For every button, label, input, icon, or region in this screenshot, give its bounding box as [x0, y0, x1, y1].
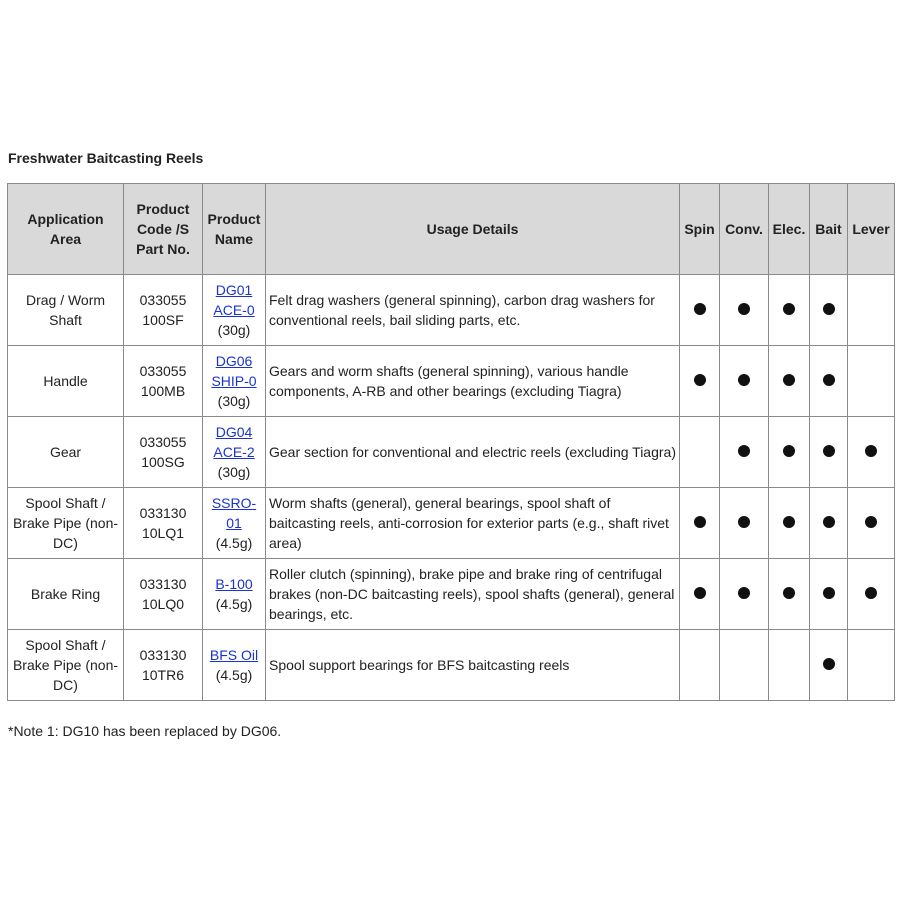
table-body [8, 275, 895, 701]
product-code-line1: 033130 [139, 647, 187, 663]
product-code-line1: 033055 [139, 363, 187, 379]
bait-compat-cell [810, 346, 848, 417]
product-code-cell [124, 488, 203, 559]
product-name-cell [203, 417, 266, 488]
elec-compat-cell [769, 559, 810, 630]
table-title: Freshwater Baitcasting Reels [8, 150, 204, 166]
filled-circle-icon [738, 516, 750, 528]
product-link-continued[interactable]: ACE-0 [213, 302, 255, 318]
product-weight: (4.5g) [215, 596, 253, 612]
filled-circle-icon [694, 303, 706, 315]
filled-circle-icon [738, 374, 750, 386]
conv-compat-cell [720, 559, 769, 630]
product-link-line2-wrap [206, 300, 262, 320]
table-row [8, 417, 895, 488]
product-code-line1: 033130 [139, 505, 187, 521]
conv-compat-cell [720, 488, 769, 559]
product-link-continued[interactable]: SHIP-0 [211, 373, 257, 389]
elec-compat-cell [769, 630, 810, 701]
product-code-line2: 10LQ1 [141, 525, 185, 541]
product-link-line1-wrap [206, 280, 262, 300]
product-code-line2: 100SF [142, 312, 184, 328]
filled-circle-icon [823, 374, 835, 386]
application-area-cell: Spool Shaft / Brake Pipe (non-DC) [8, 630, 124, 701]
filled-circle-icon [694, 516, 706, 528]
filled-circle-icon [738, 587, 750, 599]
table-row [8, 630, 895, 701]
application-area-cell: Gear [8, 417, 124, 488]
table-row [8, 559, 895, 630]
product-link[interactable]: DG06 [215, 353, 253, 369]
usage-details-cell: Felt drag washers (general spinning), carbon drag washers for conventional reels, bail sliding parts, etc. [266, 275, 680, 346]
filled-circle-icon [865, 587, 877, 599]
lever-compat-cell [848, 275, 895, 346]
product-link-continued[interactable]: ACE-2 [213, 444, 255, 460]
product-link-line1-wrap [206, 645, 262, 665]
product-code-line2: 100SG [141, 454, 185, 470]
product-code-line1: 033055 [139, 434, 187, 450]
conv-compat-cell [720, 346, 769, 417]
application-area-cell: Handle [8, 346, 124, 417]
lever-compat-cell [848, 488, 895, 559]
filled-circle-icon [738, 445, 750, 457]
table-row [8, 275, 895, 346]
product-link[interactable]: SSRO- [211, 495, 257, 511]
product-weight: (4.5g) [215, 535, 253, 551]
spin-compat-cell [680, 275, 720, 346]
filled-circle-icon [783, 303, 795, 315]
product-name-cell [203, 275, 266, 346]
table-row [8, 346, 895, 417]
product-code-line1: 033130 [139, 576, 187, 592]
header-lever: Lever [848, 184, 895, 275]
product-link-line2-wrap [206, 371, 262, 391]
product-link-continued[interactable]: 01 [226, 515, 242, 531]
header-usage-details: Usage Details [266, 184, 680, 275]
bait-compat-cell [810, 275, 848, 346]
product-link[interactable]: DG01 [215, 282, 253, 298]
product-code-cell [124, 417, 203, 488]
elec-compat-cell [769, 488, 810, 559]
product-code-line2: 100MB [140, 383, 186, 399]
usage-details-cell: Gear section for conventional and electric reels (excluding Tiagra) [266, 417, 680, 488]
filled-circle-icon [865, 445, 877, 457]
filled-circle-icon [823, 445, 835, 457]
conv-compat-cell [720, 630, 769, 701]
application-area-cell: Brake Ring [8, 559, 124, 630]
product-name-cell [203, 630, 266, 701]
filled-circle-icon [694, 374, 706, 386]
product-name-cell [203, 346, 266, 417]
product-weight: (30g) [217, 393, 251, 409]
filled-circle-icon [783, 516, 795, 528]
filled-circle-icon [823, 658, 835, 670]
bait-compat-cell [810, 630, 848, 701]
spin-compat-cell [680, 417, 720, 488]
product-weight: (30g) [217, 322, 251, 338]
filled-circle-icon [738, 303, 750, 315]
spin-compat-cell [680, 630, 720, 701]
elec-compat-cell [769, 275, 810, 346]
product-link-line2-wrap [206, 513, 262, 533]
table-row [8, 488, 895, 559]
header-bait: Bait [810, 184, 848, 275]
header-elec: Elec. [769, 184, 810, 275]
elec-compat-cell [769, 346, 810, 417]
elec-compat-cell [769, 417, 810, 488]
product-code-cell [124, 630, 203, 701]
lever-compat-cell [848, 630, 895, 701]
conv-compat-cell [720, 417, 769, 488]
lever-compat-cell [848, 417, 895, 488]
usage-details-cell: Roller clutch (spinning), brake pipe and brake ring of centrifugal brakes (non-DC baitcasting reels), spool shafts (general), general bearings, etc. [266, 559, 680, 630]
product-code-line2: 10LQ0 [141, 596, 185, 612]
product-link[interactable]: BFS Oil [209, 647, 259, 663]
reel-lubricant-table [7, 183, 895, 701]
header-spin: Spin [680, 184, 720, 275]
spin-compat-cell [680, 488, 720, 559]
filled-circle-icon [823, 587, 835, 599]
product-weight: (4.5g) [215, 667, 253, 683]
filled-circle-icon [823, 303, 835, 315]
product-code-line2: 10TR6 [141, 667, 185, 683]
header-product-name: Product Name [203, 184, 266, 275]
filled-circle-icon [865, 516, 877, 528]
lever-compat-cell [848, 559, 895, 630]
usage-details-cell: Worm shafts (general), general bearings, spool shaft of baitcasting reels, anti-corrosion for exterior parts (e.g., shaft rivet area) [266, 488, 680, 559]
filled-circle-icon [783, 587, 795, 599]
application-area-cell: Drag / Worm Shaft [8, 275, 124, 346]
bait-compat-cell [810, 559, 848, 630]
application-area-cell: Spool Shaft / Brake Pipe (non-DC) [8, 488, 124, 559]
product-link[interactable]: DG04 [215, 424, 253, 440]
filled-circle-icon [823, 516, 835, 528]
filled-circle-icon [783, 374, 795, 386]
product-link[interactable]: B-100 [215, 576, 253, 592]
conv-compat-cell [720, 275, 769, 346]
product-code-cell [124, 559, 203, 630]
header-row [8, 184, 895, 275]
product-name-cell [203, 559, 266, 630]
product-name-cell [203, 488, 266, 559]
product-weight: (30g) [217, 464, 251, 480]
product-code-cell [124, 275, 203, 346]
filled-circle-icon [694, 587, 706, 599]
usage-details-cell: Gears and worm shafts (general spinning), various handle components, A-RB and other bearings (excluding Tiagra) [266, 346, 680, 417]
header-product-code: Product Code /S Part No. [124, 184, 203, 275]
spin-compat-cell [680, 346, 720, 417]
product-code-line1: 033055 [139, 292, 187, 308]
product-link-line1-wrap [206, 422, 262, 442]
header-application-area: Application Area [8, 184, 124, 275]
product-link-line1-wrap [206, 351, 262, 371]
product-link-line1-wrap [206, 493, 262, 513]
lever-compat-cell [848, 346, 895, 417]
usage-details-cell: Spool support bearings for BFS baitcasting reels [266, 630, 680, 701]
filled-circle-icon [783, 445, 795, 457]
header-conv: Conv. [720, 184, 769, 275]
spin-compat-cell [680, 559, 720, 630]
bait-compat-cell [810, 417, 848, 488]
product-link-line2-wrap [206, 442, 262, 462]
footnote: *Note 1: DG10 has been replaced by DG06. [8, 723, 282, 739]
product-link-line1-wrap [206, 574, 262, 594]
bait-compat-cell [810, 488, 848, 559]
product-code-cell [124, 346, 203, 417]
